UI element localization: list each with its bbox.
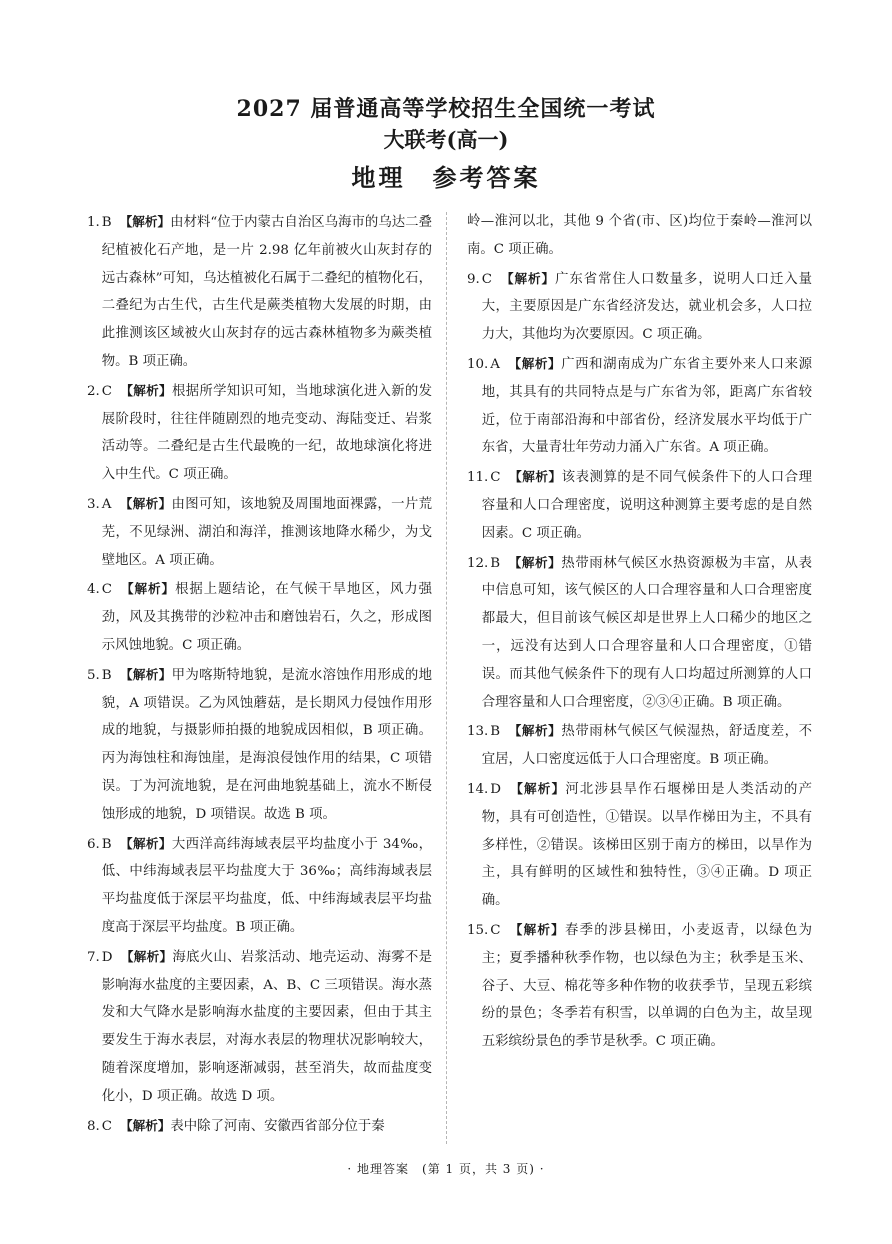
answer-item-14 [467,775,812,915]
answer-letter: C [101,1118,113,1134]
answer-item-7 [87,943,432,1111]
item-number: 3. [87,496,100,512]
answer-item-10 [467,350,812,462]
item-number: 9. [467,271,480,287]
analysis-tag: 【解析】 [119,495,172,511]
item-number: 11. [467,470,489,486]
explanation-text: 由图可知，该地貌及周围地面裸露，一片荒芜，不见绿洲、湖泊和海洋，推测该地降水稀少，为戈壁地区。A 项正确。 [101,496,433,568]
item-number: 8. [87,1118,100,1134]
answer-item-15 [467,916,812,1056]
analysis-tag: 【解析】 [120,581,176,597]
explanation-text: 表中除了河南、安徽西省部分位于秦 [170,1118,385,1134]
analysis-tag: 【解析】 [508,921,565,937]
answer-item-8-continuation: 岭—淮河以北，其他 9 个省(市、区)均位于秦岭—淮河以南。C 项正确。 [467,214,812,257]
analysis-tag: 【解析】 [120,1117,171,1133]
explanation-text: 大西洋高纬海域表层平均盐度小于 34‰，低、中纬海域表层平均盐度大于 36‰；高纬海域表层平均盐度低于深层平均盐度，低、中纬海域表层平均盐度高于深层平均盐度。B 项正确。 [101,836,433,935]
answer-item-2 [87,377,432,489]
exam-title: 2027 届普通高等学校招生全国统一考试 [236,96,656,122]
page-footer: · 地理答案 (第 1 页，共 3 页) · [347,1162,545,1176]
item-number: 10. [467,356,489,372]
answer-letter: A [490,356,500,372]
item-number: 12. [467,555,489,571]
answer-letter: C [490,922,501,938]
item-number: 6. [87,836,100,852]
analysis-tag: 【解析】 [119,214,171,229]
explanation-text: 春季的涉县梯田，小麦返青，以绿色为主；夏季播种秋季作物，也以绿色为主；秋季是玉米、谷子、大豆、棉花等多种作物的收获季节，呈现五彩缤纷的景色；冬季若有积雪，以单调的白色为主，故呈现五彩缤纷景色的季节是秋季。C 项正确。 [481,922,813,1050]
item-number: 7. [87,949,100,965]
analysis-tag: 【解析】 [120,948,173,964]
explanation-text: 根据上题结论，在气候干旱地区，风力强劲，风及其携带的沙粒冲击和磨蚀岩石，久之，形成图示风蚀地貌。C 项正确。 [101,582,433,653]
answer-item-5 [87,661,432,829]
answer-letter: C [481,271,493,287]
analysis-tag: 【解析】 [509,780,566,796]
analysis-tag: 【解析】 [508,469,562,485]
item-number: 13. [467,724,489,740]
explanation-text: 河北涉县旱作石堰梯田是人类活动的产物，具有可创造性，①错误。以旱作梯田为主，不具有多样性，②错误。该梯田区别于南方的梯田，以旱作为主，具有鲜明的区域性和独特性，③④正确。D 项正确。 [481,781,812,909]
answer-letter: D [101,949,113,965]
answer-item-8 [87,1112,432,1141]
column-divider [446,212,447,1144]
analysis-tag: 【解析】 [507,355,562,371]
answer-letter: C [101,582,113,598]
explanation-text: 甲为喀斯特地貌，是流水溶蚀作用形成的地貌，A 项错误。乙为风蚀蘑菇，是长期风力侵蚀作用形成的地貌，与摄影师拍摄的地貌成因相似，B 项正确。丙为海蚀柱和海蚀崖，是海浪侵蚀作用的结果，C 项错误。丁为河流地貌，是在河曲地貌基础上，流水不断侵蚀形成的地貌，D 项错误。故选 B 项。 [101,667,433,822]
answer-item-12 [467,549,812,717]
answer-letter: B [101,667,112,683]
right-column [467,208,812,1057]
explanation-text: 热带雨林气候区水热资源极为丰富，从表中信息可知，该气候区的人口合理容量和人口合理密度都最大，但目前该气候区却是世界上人口稀少的地区之一，远没有达到人口合理容量和人口合理密度，①错误。而其他气候条件下的现有人口均超过所测算的人口合理容量和人口合理密度，②③④正确。B 项正确。 [481,555,813,710]
explanation-text: 广东省常住人口数量多，说明人口迁入量大，主要原因是广东省经济发达，就业机会多，人口拉力大，其他均为次要原因。C 项正确。 [481,271,813,343]
answer-letter: C [490,470,501,486]
answer-item-9 [467,265,812,349]
answer-letter: C [101,383,113,399]
answer-letter: A [101,496,112,512]
explanation-text: 热带雨林气候区气候湿热，舒适度差，不宜居，人口密度远低于人口合理密度。B 项正确。 [481,724,813,768]
explanation-text: 广西和湖南成为广东省主要外来人口来源地，其具有的共同特点是与广东省为邻，距离广东省较近，位于南部沿海和中部省份，经济发展水平均低于广东省，大量青壮年劳动力涌入广东省。A 项正确。 [481,356,813,456]
answer-letter: B [101,836,112,852]
analysis-tag: 【解析】 [119,666,172,682]
item-number: 14. [467,781,489,797]
answer-letter: D [490,781,502,797]
answer-key-title: 地理 参考答案 [351,163,541,192]
answer-item-13 [467,717,812,774]
item-number: 1. [87,215,100,230]
explanation-text: 该表测算的是不同气候条件下的人口合理容量和人口合理密度，说明这种测算主要考虑的是自然因素。C 项正确。 [481,470,813,541]
item-number: 2. [87,383,100,399]
analysis-tag: 【解析】 [508,723,562,739]
item-number: 4. [87,582,100,598]
analysis-tag: 【解析】 [120,382,172,398]
explanation-text: 由材料“位于内蒙古自治区乌海市的乌达二叠纪植被化石产地，是一片 2.98 亿年前被火山灰封存的远古森林”可知，乌达植被化石属于二叠纪的植物化石，二叠纪为古生代，古生代是蕨类植物大发展的时期，由此推测该区域被火山灰封存的远古森林植物多为蕨类植物。B 项正确。 [101,215,432,369]
item-number: 5. [87,667,100,683]
answer-item-11 [467,463,812,547]
answer-letter: B [101,215,112,230]
answer-item-4 [87,575,432,659]
explanation-text: 根据所学知识可知，当地球演化进入新的发展阶段时，往往伴随剧烈的地壳变动、海陆变迁、岩浆活动等。二叠纪是古生代最晚的一纪，故地球演化将进入中生代。C 项正确。 [101,383,433,483]
exam-subtitle: 大联考(高一) [383,127,509,152]
analysis-tag: 【解析】 [508,554,562,570]
answer-letter: B [490,724,501,740]
item-number: 15. [467,922,489,938]
analysis-tag: 【解析】 [119,835,172,851]
answer-item-6 [87,830,432,942]
answer-item-3 [87,490,432,574]
answer-letter: B [490,555,501,571]
explanation-text: 海底火山、岩浆活动、地壳运动、海雾不是影响海水盐度的主要因素，A、B、C 三项错误。海水蒸发和大气降水是影响海水盐度的主要因素，但由于其主要发生于海水表层，对海水表层的物理状况影响较大，随着深度增加，影响逐渐减弱，甚至消失，故而盐度变化小，D 项正确。故选 D 项。 [101,949,433,1104]
analysis-tag: 【解析】 [500,270,556,286]
answer-item-1 [87,208,432,376]
left-column [87,208,432,1141]
